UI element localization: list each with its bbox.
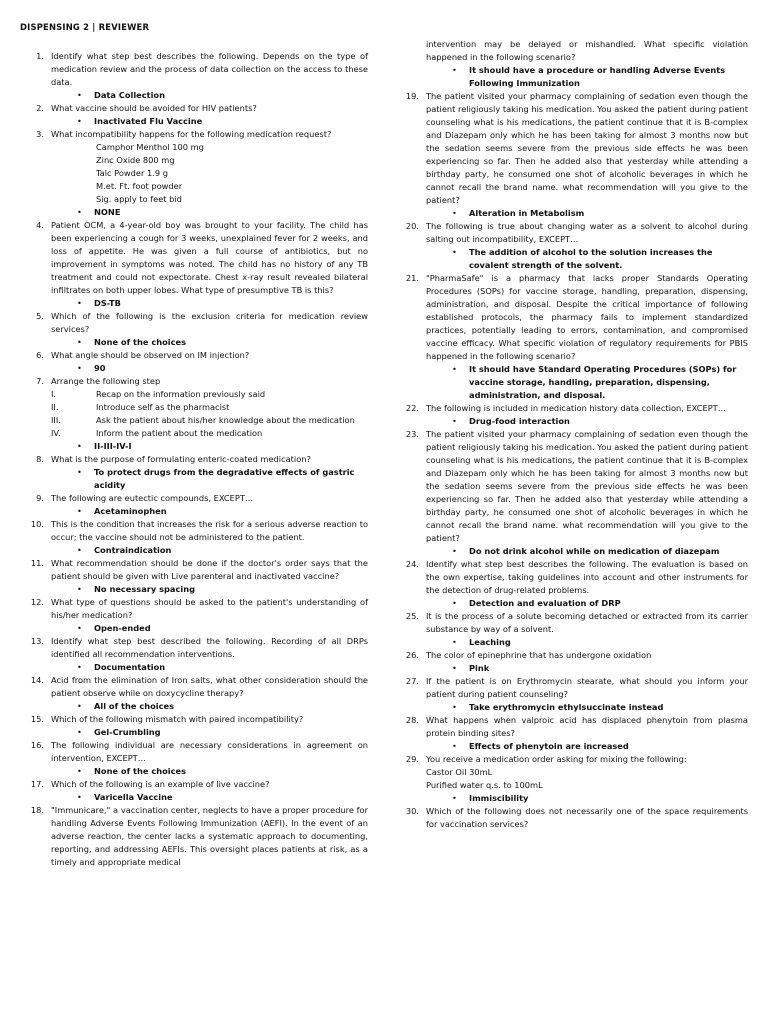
question-text: What happens when valproic acid has displaced phenytoin from plasma protein binding sites? bbox=[426, 715, 748, 738]
question-text: Patient OCM, a 4-year-old boy was brought to your facility. The child has been experiencing a cough for 3 weeks, unexplained fever for 2 weeks, and loss of appetite. He was given a full course of antibiotics, but no improvement in symptoms was noted. The child has no history of any TB treatment and could not expectorate. Chest x-ray result revealed bilateral infiltrates on both upper lobes. What type of presumptive TB is this? bbox=[51, 220, 368, 295]
question-number: 2. bbox=[36, 103, 44, 113]
question-text: Which of the following does not necessarily one of the space requirements for vaccination services? bbox=[426, 806, 748, 829]
question-text: What type of questions should be asked to the patient's understanding of his/her medication? bbox=[51, 597, 368, 620]
question-text: Identify what step best described the following. Recording of all DRPs identified all recommendation interventions. bbox=[51, 636, 368, 659]
question-16 bbox=[20, 739, 368, 765]
question-number: 4. bbox=[36, 220, 44, 230]
question-text: Which of the following mismatch with paired incompatibility? bbox=[51, 714, 304, 724]
question-number: 12. bbox=[30, 597, 44, 607]
answer-5: • None of the choices bbox=[20, 336, 368, 349]
question-22 bbox=[395, 402, 748, 415]
answer-26: • Pink bbox=[395, 662, 748, 675]
step-text: Ask the patient about his/her knowledge about the medication bbox=[96, 415, 355, 425]
question-text: What is the purpose of formulating enteric-coated medication? bbox=[51, 454, 311, 464]
answer-15: • Gel-Crumbling bbox=[20, 726, 368, 739]
question-number: 3. bbox=[36, 129, 44, 139]
question-text: What angle should be observed on IM injection? bbox=[51, 350, 250, 360]
step-text: Inform the patient about the medication bbox=[96, 428, 263, 438]
question-number: 16. bbox=[30, 740, 44, 750]
prescription-line: M.et. Ft. foot powder bbox=[96, 181, 183, 191]
answer-23: • Do not drink alcohol while on medication of diazepam bbox=[395, 545, 748, 558]
question-number: 29. bbox=[405, 754, 419, 764]
question-text: It is the process of a solute becoming detached or extracted from its carrier substance by way of a solvent. bbox=[426, 611, 748, 634]
step-item bbox=[20, 388, 368, 401]
question-14 bbox=[20, 674, 368, 700]
question-text: The color of epinephrine that has undergone oxidation bbox=[426, 650, 652, 660]
question-text: If the patient is on Erythromycin stearate, what should you inform your patient during patient counseling? bbox=[426, 676, 748, 699]
question-number: 13. bbox=[30, 636, 44, 646]
step-text: Recap on the information previously said bbox=[96, 389, 266, 399]
question-text: What recommendation should be done if the doctor's order says that the patient should be given with Live parenteral and inactivated vaccine? bbox=[51, 558, 368, 581]
question-5 bbox=[20, 310, 368, 336]
question-24 bbox=[395, 558, 748, 597]
answer-24: • Detection and evaluation of DRP bbox=[395, 597, 748, 610]
question-number: 26. bbox=[405, 650, 419, 660]
prescription-line: Talc Powder 1.9 g bbox=[96, 168, 168, 178]
question-28 bbox=[395, 714, 748, 740]
answer-11: • No necessary spacing bbox=[20, 583, 368, 596]
question-text: The following individual are necessary considerations in agreement on intervention, EXCEPT… bbox=[51, 740, 368, 763]
question-12 bbox=[20, 596, 368, 622]
answer-13: • Documentation bbox=[20, 661, 368, 674]
question-30 bbox=[395, 805, 748, 831]
question-number: 1. bbox=[36, 51, 44, 61]
answer-2: • Inactivated Flu Vaccine bbox=[20, 115, 368, 128]
question-number: 14. bbox=[30, 675, 44, 685]
left-column bbox=[20, 50, 368, 869]
question-number: 24. bbox=[405, 559, 419, 569]
question-text: Arrange the following step bbox=[51, 376, 161, 386]
step-numeral: III. bbox=[51, 415, 61, 425]
question-number: 8. bbox=[36, 454, 44, 464]
question-19 bbox=[395, 90, 748, 207]
question-6 bbox=[20, 349, 368, 362]
question-text: Identify what step best describes the following. Depends on the type of medication review and the process of data collection on the access to these data. bbox=[51, 51, 368, 87]
question-4 bbox=[20, 219, 368, 297]
answer-1: • Data Collection bbox=[20, 89, 368, 102]
page-title: DISPENSING 2 | REVIEWER bbox=[20, 22, 150, 32]
answer-25: • Leaching bbox=[395, 636, 748, 649]
question-10 bbox=[20, 518, 368, 544]
question-number: 21. bbox=[405, 273, 419, 283]
question-text: The patient visited your pharmacy complaining of sedation even though the patient religiously taking his medication. You asked the patient during patient counseling what is his medications, the patient continue that it is B-complex and Diazepam only which he has been taking for almost 3 months now but the sedation seems severe from the previous side effects he was been experiencing so far. Then he added also that yesterday while attending a birthday party, he consumed one shot of alcoholic beverages in which he cannot recall the brand name. what recommendation will you give to the patient? bbox=[426, 91, 748, 205]
question-text: The following is included in medication history data collection, EXCEPT… bbox=[426, 403, 726, 413]
step-numeral: I. bbox=[51, 389, 57, 399]
question-number: 15. bbox=[30, 714, 44, 724]
prescription-line: Camphor Menthol 100 mg bbox=[96, 142, 204, 152]
answer-27: • Take erythromycin ethylsuccinate instead bbox=[395, 701, 748, 714]
question-number: 23. bbox=[405, 429, 419, 439]
answer-28: • Effects of phenytoin are increased bbox=[395, 740, 748, 753]
question-number: 25. bbox=[405, 611, 419, 621]
answer-18: • It should have a procedure or handling Adverse Events Following Immunization bbox=[395, 64, 748, 90]
question-number: 7. bbox=[36, 376, 44, 386]
prescription-line: Sig. apply to feet bid bbox=[96, 194, 182, 204]
answer-7: • II-III-IV-I bbox=[20, 440, 368, 453]
question-number: 17. bbox=[30, 779, 44, 789]
question-number: 10. bbox=[30, 519, 44, 529]
question-1 bbox=[20, 50, 368, 89]
question-7 bbox=[20, 375, 368, 388]
question-18-continued: intervention may be delayed or mishandled. What specific violation happened in the following scenario? bbox=[426, 39, 748, 62]
answer-3: • NONE bbox=[20, 206, 368, 219]
question-23 bbox=[395, 428, 748, 545]
question-26 bbox=[395, 649, 748, 662]
answer-6: • 90 bbox=[20, 362, 368, 375]
question-number: 18. bbox=[30, 805, 44, 815]
question-number: 28. bbox=[405, 715, 419, 725]
answer-9: • Acetaminophen bbox=[20, 505, 368, 518]
answer-29: • Immiscibility bbox=[395, 792, 748, 805]
order-line: Purified water q.s. to 100mL bbox=[426, 780, 543, 790]
step-item bbox=[20, 401, 368, 414]
question-text: Identify what step best describes the following. The evaluation is based on the own expertise, taking guidelines into account and other instruments for the detection of drug-related problems. bbox=[426, 559, 748, 595]
answer-8: • To protect drugs from the degradative effects of gastric acidity bbox=[20, 466, 368, 492]
question-17 bbox=[20, 778, 368, 791]
answer-19: • Alteration in Metabolism bbox=[395, 207, 748, 220]
answer-21: • It should have Standard Operating Procedures (SOPs) for vaccine storage, handling, preparation, dispensing, administration, and disposal. bbox=[395, 363, 748, 402]
question-text: You receive a medication order asking for mixing the following: bbox=[426, 754, 687, 764]
prescription-line: Zinc Oxide 800 mg bbox=[96, 155, 175, 165]
question-13 bbox=[20, 635, 368, 661]
answer-12: • Open-ended bbox=[20, 622, 368, 635]
question-text: "Immunicare," a vaccination center, neglects to have a proper procedure for handling Adverse Events Following Immunization (AEFI). In the event of an adverse reaction, the center lacks a systematic approach to documenting, reporting, and addressing AEFIs. This oversight places patients at risk, as a timely and appropriate medical bbox=[51, 805, 368, 867]
answer-22: • Drug-food interaction bbox=[395, 415, 748, 428]
answer-10: • Contraindication bbox=[20, 544, 368, 557]
question-number: 22. bbox=[405, 403, 419, 413]
question-number: 9. bbox=[36, 493, 44, 503]
question-11 bbox=[20, 557, 368, 583]
question-text: The following is true about changing water as a solvent to alcohol during salting out incompatibility, EXCEPT… bbox=[426, 221, 748, 244]
question-number: 6. bbox=[36, 350, 44, 360]
step-text: Introduce self as the pharmacist bbox=[96, 402, 230, 412]
question-3 bbox=[20, 128, 368, 141]
question-number: 20. bbox=[405, 221, 419, 231]
question-9 bbox=[20, 492, 368, 505]
question-text: Acid from the elimination of Iron salts, what other consideration should the patient observe while on doxycycline therapy? bbox=[51, 675, 368, 698]
question-number: 30. bbox=[405, 806, 419, 816]
question-21 bbox=[395, 272, 748, 363]
step-item bbox=[20, 427, 368, 440]
step-item bbox=[20, 414, 368, 427]
right-column bbox=[395, 38, 748, 831]
question-8 bbox=[20, 453, 368, 466]
answer-20: • The addition of alcohol to the solution increases the covalent strength of the solvent. bbox=[395, 246, 748, 272]
step-numeral: II. bbox=[51, 402, 59, 412]
order-line: Castor Oil 30mL bbox=[426, 767, 493, 777]
answer-17: • Varicella Vaccine bbox=[20, 791, 368, 804]
question-text: Which of the following is an example of live vaccine? bbox=[51, 779, 270, 789]
question-27 bbox=[395, 675, 748, 701]
answer-14: • All of the choices bbox=[20, 700, 368, 713]
question-20 bbox=[395, 220, 748, 246]
question-text: The patient visited your pharmacy complaining of sedation even though the patient religiously taking his medication. You asked the patient during patient counseling what is his medications, the patient continue that it is B-complex and Diazepam only which he has been taking for almost 3 months now but the sedation seems severe from the previous side effects he was been experiencing so far. Then he added also that yesterday while attending a birthday party, he consumed one shot of alcoholic beverages in which he cannot recall the brand name. what recommendation will you give to the patient? bbox=[426, 429, 748, 543]
question-29 bbox=[395, 753, 748, 766]
question-number: 27. bbox=[405, 676, 419, 686]
question-number: 5. bbox=[36, 311, 44, 321]
step-numeral: IV. bbox=[51, 428, 61, 438]
question-text: What incompatibility happens for the following medication request? bbox=[51, 129, 332, 139]
answer-16: • None of the choices bbox=[20, 765, 368, 778]
question-text: Which of the following is the exclusion criteria for medication review services? bbox=[51, 311, 368, 334]
question-text: This is the condition that increases the risk for a serious adverse reaction to occur; the vaccine should not be administered to the patient. bbox=[51, 519, 368, 542]
question-number: 19. bbox=[405, 91, 419, 101]
question-18 bbox=[20, 804, 368, 869]
question-text: What vaccine should be avoided for HIV patients? bbox=[51, 103, 257, 113]
question-text: The following are eutectic compounds, EXCEPT… bbox=[51, 493, 254, 503]
question-text: "PharmaSafe" is a pharmacy that lacks proper Standards Operating Procedures (SOPs) for vaccine storage, handling, preparation, dispensing, administration, and disposal. Despite the critical importance of following established protocols, the pharmacy fails to implement standardized practices, potentially leading to errors, contamination, and compromised vaccine efficacy. What specific violation of regulatory requirements for PBIS happened in the following scenario? bbox=[426, 273, 748, 361]
question-2 bbox=[20, 102, 368, 115]
question-number: 11. bbox=[30, 558, 44, 568]
answer-4: • DS-TB bbox=[20, 297, 368, 310]
question-15 bbox=[20, 713, 368, 726]
question-25 bbox=[395, 610, 748, 636]
